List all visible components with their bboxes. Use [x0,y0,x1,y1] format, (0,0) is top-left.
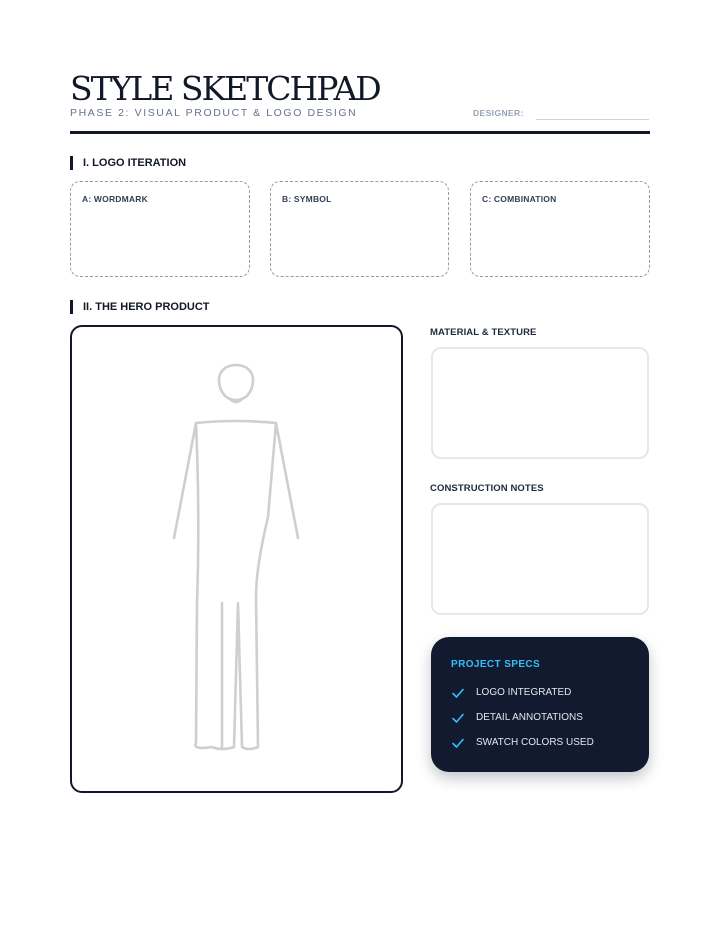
croquis-figure-illustration [72,327,401,791]
hero-product-canvas[interactable] [70,325,403,793]
combination-label: C: COMBINATION [482,194,557,204]
designer-label: DESIGNER: [473,108,524,118]
symbol-label: B: SYMBOL [282,194,332,204]
check-icon [451,736,465,750]
wordmark-sketch-box[interactable] [70,181,250,277]
combination-sketch-box[interactable] [470,181,650,277]
construction-notes-box[interactable] [431,503,649,615]
spec-item-label: SWATCH COLORS USED [476,737,594,748]
croquis-head [219,365,253,400]
check-icon [451,686,465,700]
sketchpad-page [70,0,650,932]
material-texture-label: MATERIAL & TEXTURE [430,327,537,338]
page-subtitle: PHASE 2: VISUAL PRODUCT & LOGO DESIGN [70,107,358,119]
check-icon [451,711,465,725]
spec-item-label: DETAIL ANNOTATIONS [476,712,583,723]
designer-name-line[interactable] [536,119,649,120]
croquis-body [174,421,298,749]
spec-item-label: LOGO INTEGRATED [476,687,572,698]
wordmark-label: A: WORDMARK [82,194,148,204]
header-rule [70,131,650,134]
project-specs-card [431,637,649,772]
project-specs-title: PROJECT SPECS [451,659,541,670]
symbol-sketch-box[interactable] [270,181,449,277]
construction-notes-label: CONSTRUCTION NOTES [430,483,544,494]
material-texture-box[interactable] [431,347,649,459]
logo-iteration-heading: I. LOGO ITERATION [70,156,186,170]
page-title: STYLE SKETCHPAD [70,69,380,108]
hero-product-heading: II. THE HERO PRODUCT [70,300,210,314]
